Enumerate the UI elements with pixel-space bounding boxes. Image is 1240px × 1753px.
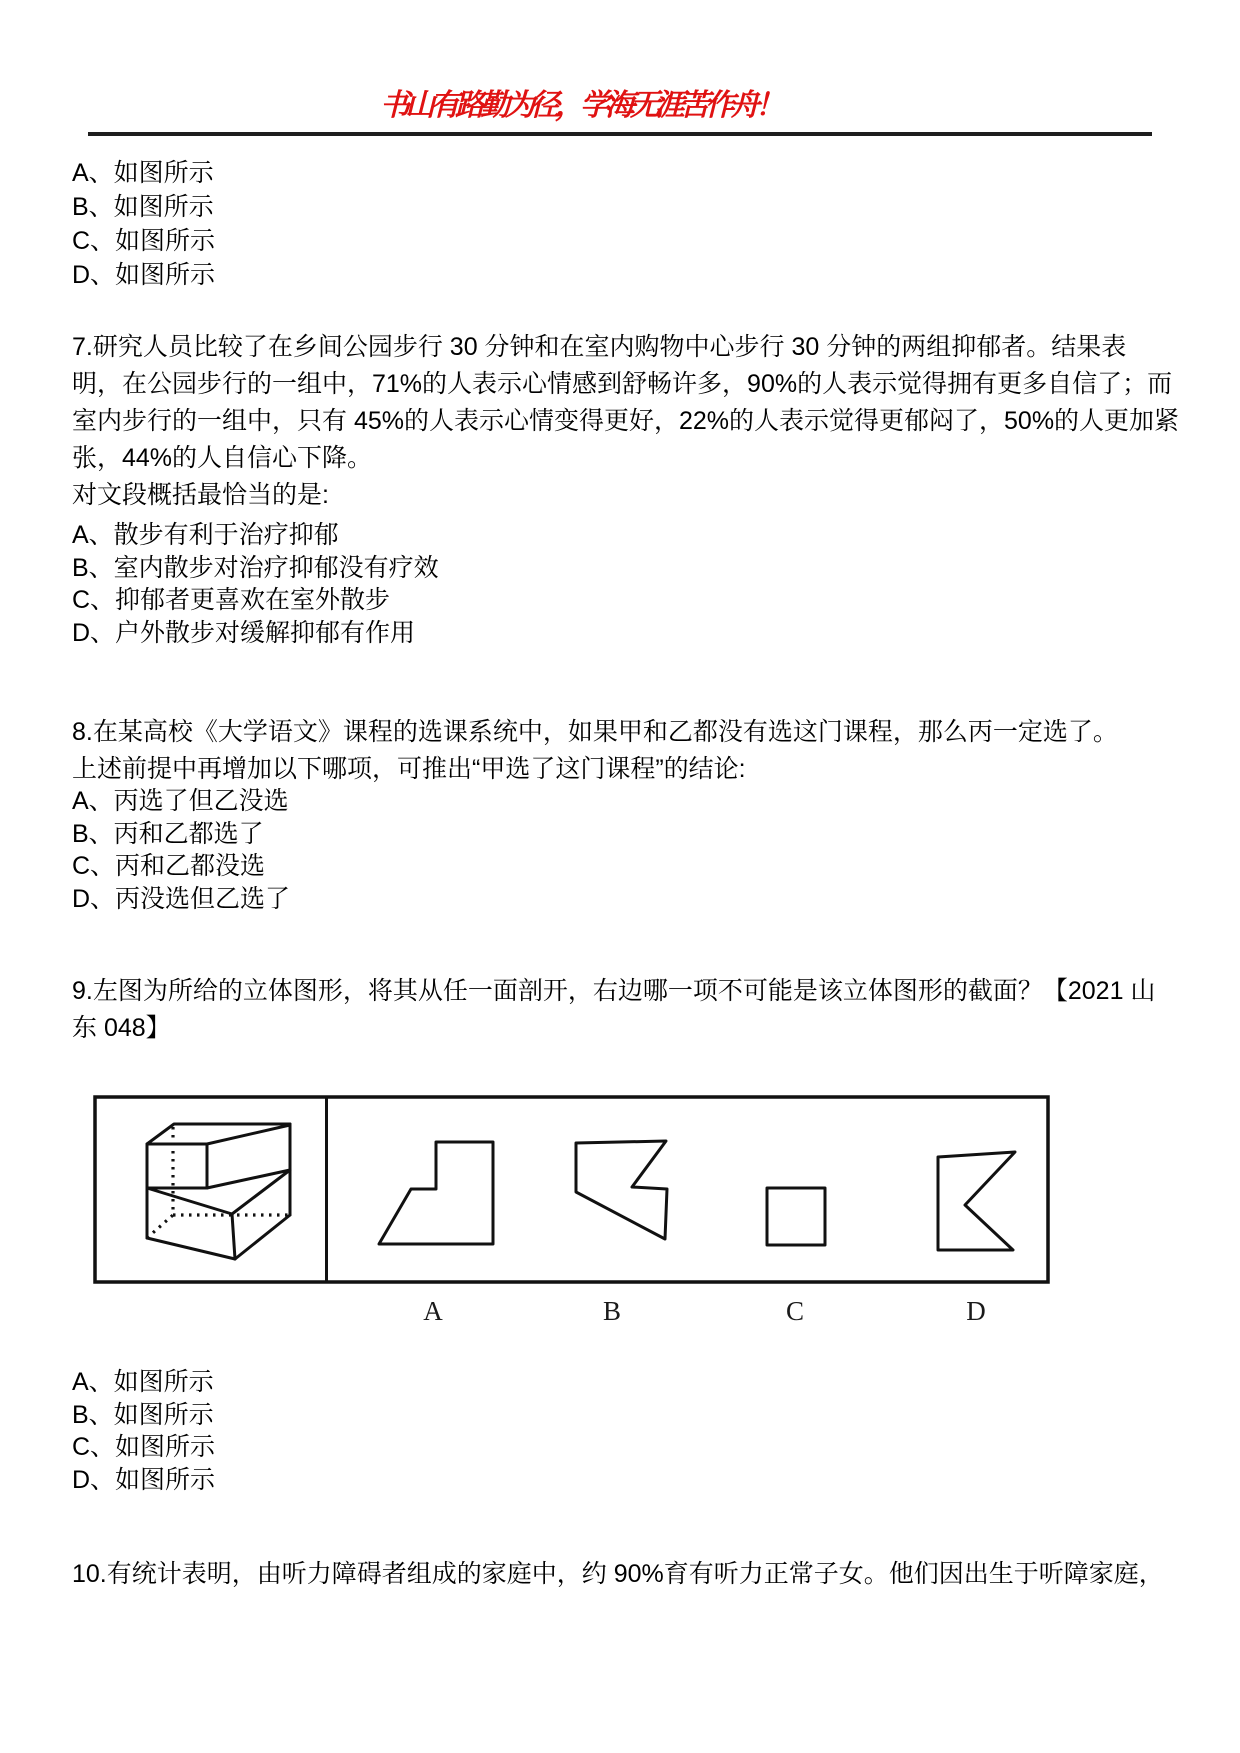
question9-text [72, 973, 1155, 1047]
option-a: A、如图所示 [72, 159, 214, 187]
option-b: B、如图所示 [72, 193, 214, 221]
question7-options [72, 519, 439, 649]
solid-3d-figure [147, 1124, 290, 1259]
question7-line: 明，在公园步行的一组中，71%的人表示心情感到舒畅许多，90%的人表示觉得拥有更多自信了；而 [72, 370, 1173, 398]
question10-line: 10.有统计表明，由听力障碍者组成的家庭中，约 90%育有听力正常子女。他们因出生于听障家庭， [72, 1560, 1164, 1588]
option-a: A、散步有利于治疗抑郁 [72, 521, 339, 549]
option-c: C、如图所示 [72, 1433, 216, 1461]
question9-line: 东 048】 [72, 1014, 171, 1042]
option-d: D、户外散步对缓解抑郁有作用 [72, 618, 416, 647]
option-b: B、室内散步对治疗抑郁没有疗效 [72, 553, 439, 582]
question10-text [72, 1556, 1164, 1593]
question7-line: 张，44%的人自信心下降。 [72, 444, 373, 472]
figure-label-c: C [785, 1296, 804, 1326]
question8-line: 8.在某高校《大学语文》课程的选课系统中，如果甲和乙都没有选这门课程，那么丙一定选了。 [72, 718, 1118, 746]
cross-section-shape-b [576, 1141, 667, 1239]
question7-text [72, 329, 1179, 514]
option-b: B、丙和乙都选了 [72, 819, 264, 848]
cross-section-shape-a [379, 1142, 493, 1244]
question9-figure [0, 1090, 1240, 1300]
option-d: D、如图所示 [72, 261, 216, 289]
cross-section-shape-c [767, 1188, 825, 1245]
option-d: D、如图所示 [72, 1465, 216, 1494]
option-a: A、丙选了但乙没选 [72, 787, 289, 815]
cross-section-shape-d [938, 1152, 1015, 1250]
figure-label-b: B [602, 1296, 621, 1326]
option-c: C、丙和乙都没选 [72, 852, 266, 880]
option-a: A、如图所示 [72, 1368, 214, 1396]
question8-text [72, 714, 1118, 788]
question9-options [72, 1366, 215, 1496]
header-divider-line [88, 132, 1152, 136]
option-c: C、抑郁者更喜欢在室外散步 [72, 586, 391, 614]
question7-line: 7.研究人员比较了在乡间公园步行 30 分钟和在室内购物中心步行 30 分钟的两组抑郁者。结果表 [72, 333, 1127, 361]
option-c: C、如图所示 [72, 227, 216, 255]
option-b: B、如图所示 [72, 1400, 214, 1429]
previous-question-options [72, 156, 215, 292]
question7-line: 室内步行的一组中，只有 45%的人表示心情变得更好，22%的人表示觉得更郁闷了，50%的人更加紧 [72, 407, 1180, 435]
page-header-motto: 书山有路勤为径，学海无涯苦作舟！ [380, 89, 780, 122]
figure-label-d: D [966, 1296, 986, 1326]
question7-line: 对文段概括最恰当的是: [72, 481, 329, 509]
option-d: D、丙没选但乙选了 [72, 884, 291, 913]
question9-line: 9.左图为所给的立体图形，将其从任一面剖开，右边哪一项不可能是该立体图形的截面？【2021 山 [72, 977, 1156, 1005]
question8-options [72, 785, 290, 915]
question8-line: 上述前提中再增加以下哪项，可推出“甲选了这门课程”的结论: [72, 755, 746, 783]
figure-label-a: A [423, 1296, 443, 1326]
